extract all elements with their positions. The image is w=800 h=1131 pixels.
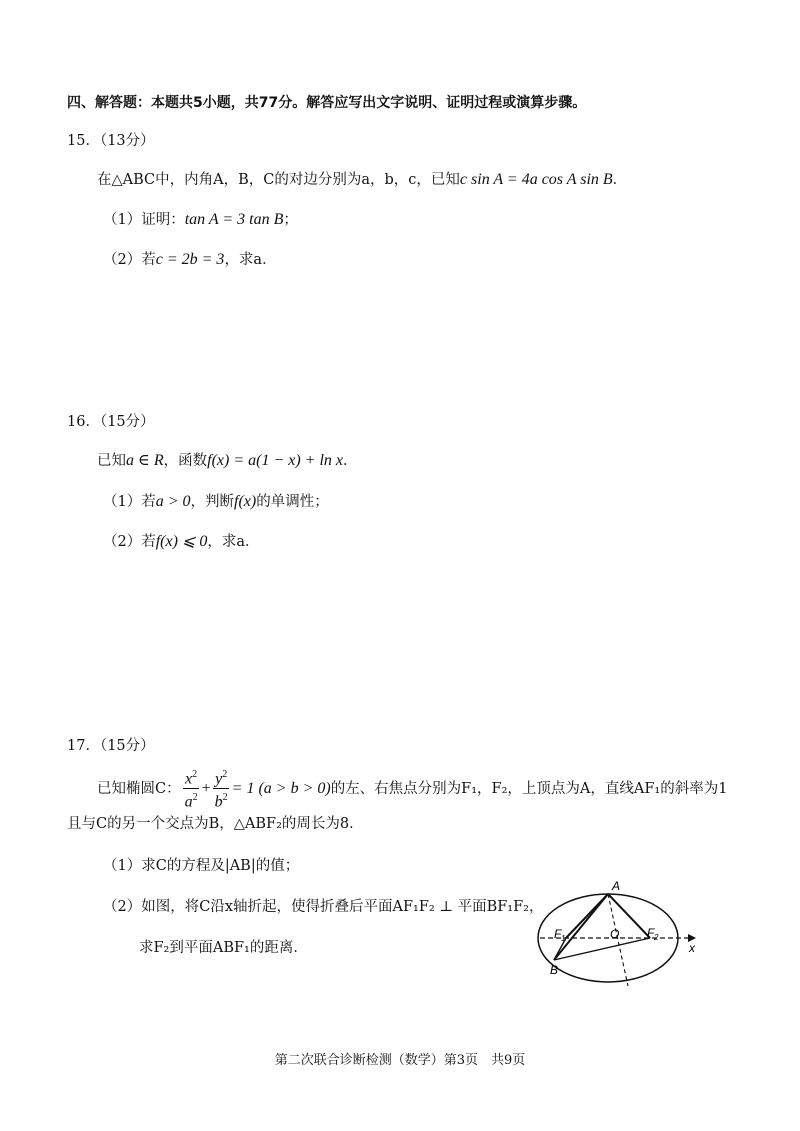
q17-stem: 已知椭圆C： $\frac{x^2}{a^2}$ + $\frac{y^2}{b^2}$ = 1 (a > b > 0)的左、右焦点分别为F₁，F₂，上顶点为A，直线AF₁的斜率为1 — [97, 766, 727, 812]
point-label-F2: F — [647, 926, 655, 940]
q15-part2 — [103, 251, 277, 269]
q17-line2: 且与C的另一个交点为B，△ABF₂的周长为8． — [67, 816, 364, 832]
q16-part2-tail: ，求a． — [207, 534, 260, 550]
q16-part2-formula: f(x) ⩽ 0 — [155, 533, 208, 550]
point-label-A: A — [612, 879, 621, 893]
q17-part1: （1）求C的方程及|AB|的值； — [103, 858, 300, 874]
q17-number: 17．（15分） — [67, 738, 155, 754]
point-label-B: B — [550, 963, 559, 977]
q16-stem: 已知a ∈ R，函数f(x) = a(1 − x) + ln x． — [97, 452, 358, 469]
point-label-F1: F — [554, 927, 562, 941]
q17-part2: （2）如图，将C沿x轴折起，使得折叠后平面AF₁F₂ ⊥ 平面BF₁F₂， — [103, 899, 544, 915]
q17-condition: = 1 (a > b > 0) — [231, 779, 331, 797]
q16-part1-mid: ，判断 — [190, 494, 235, 510]
q15-part2-tail: ，求a． — [224, 252, 277, 268]
ellipse-term-x: $\frac{x^2}{a^2}$ — [183, 766, 200, 812]
ellipse-term-y: $\frac{y^2}{b^2}$ — [213, 766, 230, 812]
q16-part2-label: （2）若 — [103, 534, 156, 550]
folded-ellipse-figure — [530, 862, 710, 992]
section-heading: 四、解答题：本题共5小题，共77分。解答应写出文字说明、证明过程或演算步骤。 — [67, 95, 587, 111]
q17-stem-text: 已知椭圆C： — [97, 780, 181, 797]
q15-part1: （1）证明：tan A = 3 tan B； — [103, 211, 298, 228]
q15-part1-label: （1）证明： — [103, 212, 185, 228]
q15-stem: 在△ABC中，内角A，B，C的对边分别为a，b，c，已知c sin A = 4a cos A sin B． — [97, 171, 628, 188]
q16-stem-mid: ，函数 — [163, 453, 208, 469]
svg-text:2: 2 — [654, 933, 659, 942]
q16-part1 — [103, 493, 329, 511]
q16-part1-tail: 的单调性； — [256, 494, 329, 510]
axis-label-x: x — [689, 941, 695, 955]
q16-part2 — [103, 533, 260, 551]
q15-stem-text: 在△ABC中，内角A，B，C的对边分别为a，b，c，已知 — [97, 172, 460, 188]
q15-part2-formula: c = 2b = 3 — [155, 251, 225, 268]
svg-text:1: 1 — [561, 934, 566, 943]
page-footer: 第二次联合诊断检测（数学）第3页 共9页 — [274, 1053, 526, 1068]
q16-stem-text: 已知 — [97, 453, 126, 469]
q16-stem-formula1: a ∈ R — [126, 452, 164, 469]
q16-stem-formula2: f(x) = a(1 − x) + ln x — [207, 452, 344, 469]
q16-part1-formula: a > 0 — [155, 493, 191, 510]
q15-stem-formula: c sin A = 4a cos A sin B — [459, 171, 613, 188]
q15-part1-formula: tan A = 3 tan B — [184, 211, 284, 228]
q15-number: 15．（13分） — [67, 133, 155, 149]
q16-number: 16．（15分） — [67, 414, 155, 430]
point-label-O: O — [610, 927, 620, 941]
q16-part1-formula2: f(x) — [234, 493, 257, 510]
q16-part1-label: （1）若 — [103, 494, 156, 510]
q17-part2-cont: 求F₂到平面ABF₁的距离． — [139, 940, 308, 956]
q17-stem-mid: 的左、右焦点分别为F₁，F₂，上顶点为A，直线AF₁的斜率为1 — [330, 780, 728, 797]
q15-part2-label: （2）若 — [103, 252, 156, 268]
